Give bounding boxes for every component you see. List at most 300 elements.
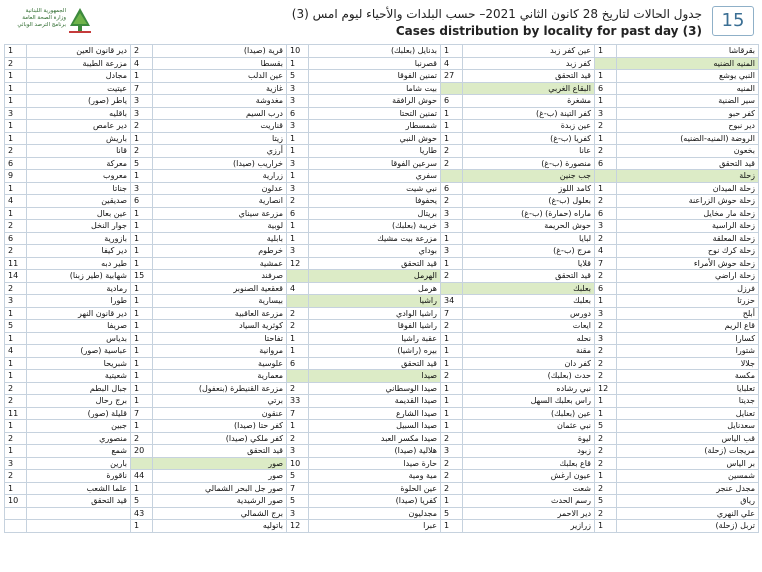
locality-cell: شمسين (617, 470, 759, 483)
case-count-cell: 1 (131, 245, 153, 258)
case-count-cell (287, 295, 309, 308)
region-header-cell: الهرمل (309, 270, 441, 283)
case-count-cell: 6 (287, 107, 309, 120)
case-count-cell: 12 (595, 382, 617, 395)
case-count-cell: 3 (441, 207, 463, 220)
locality-cell: مجدليون (309, 507, 441, 520)
table-row (5, 207, 759, 220)
locality-cell: زحلة الميدان (617, 182, 759, 195)
locality-cell: بيره (راشيا) (309, 345, 441, 358)
locality-cell: عين كفر زبد (463, 45, 595, 58)
locality-cell: خرطوم (153, 245, 287, 258)
case-count-cell: 2 (5, 145, 27, 158)
case-count-cell: 1 (131, 345, 153, 358)
locality-cell: حوش الرافقة (309, 95, 441, 108)
table-row (5, 132, 759, 145)
locality-cell: زحلة كرك نوح (617, 245, 759, 258)
case-count-cell: 6 (287, 207, 309, 220)
locality-cell: بدنايل (بعلبك) (309, 45, 441, 58)
locality-cell: علوسية (153, 357, 287, 370)
locality-cell: قناريت (153, 120, 287, 133)
case-count-cell: 1 (595, 95, 617, 108)
locality-cell: جوار النخل (27, 220, 131, 233)
case-count-cell: 4 (287, 282, 309, 295)
locality-cell: بعلول (ب-غ) (463, 195, 595, 208)
table-row (5, 57, 759, 70)
case-count-cell: 5 (131, 157, 153, 170)
case-count-cell: 3 (5, 107, 27, 120)
table-row (5, 182, 759, 195)
case-count-cell: 7 (131, 407, 153, 420)
locality-cell: صيدا الشارع (309, 407, 441, 420)
case-count-cell: 1 (287, 420, 309, 433)
case-count-cell: 1 (131, 332, 153, 345)
case-count-cell: 6 (287, 357, 309, 370)
locality-cell: قرية (صيدا) (153, 45, 287, 58)
locality-cell: ياطر (صور) (27, 95, 131, 108)
case-count-cell: 1 (287, 220, 309, 233)
locality-cell: مزرعة بيت مشيك (309, 232, 441, 245)
case-count-cell: 1 (5, 482, 27, 495)
case-count-cell: 1 (595, 182, 617, 195)
locality-cell: قيد التحقق (309, 357, 441, 370)
table-row (5, 270, 759, 283)
case-count-cell: 2 (595, 445, 617, 458)
locality-cell: نبي عثمان (463, 420, 595, 433)
locality-cell: النبي يوشع (617, 70, 759, 83)
logo-text (6, 8, 66, 29)
locality-cell: دير الاحمر (463, 507, 595, 520)
case-count-cell: 1 (595, 520, 617, 533)
locality-cell: غازية (153, 82, 287, 95)
case-count-cell: 3 (595, 220, 617, 233)
case-count-cell: 2 (5, 432, 27, 445)
locality-cell: لوبية (153, 220, 287, 233)
locality-cell: زحلة مار مخايل (617, 207, 759, 220)
locality-cell: دير قانون العين (27, 45, 131, 58)
locality-cell: حزرتا (617, 295, 759, 308)
locality-cell: كفر حتا (صيدا) (153, 420, 287, 433)
case-count-cell: 2 (595, 195, 617, 208)
locality-cell: باريش (27, 132, 131, 145)
case-count-cell: 1 (5, 45, 27, 58)
case-count-cell (441, 82, 463, 95)
locality-cell: شعت (463, 482, 595, 495)
table-row (5, 82, 759, 95)
case-count-cell: 12 (287, 257, 309, 270)
locality-cell: بدياس (27, 332, 131, 345)
table-row (5, 445, 759, 458)
locality-cell: بابلية (153, 232, 287, 245)
case-count-cell: 6 (441, 182, 463, 195)
locality-cell: زبود (463, 445, 595, 458)
locality-cell: نبي رشاده (463, 382, 595, 395)
case-count-cell: 5 (287, 70, 309, 83)
locality-cell: منصوري (27, 432, 131, 445)
locality-cell: عين زبدة (463, 120, 595, 133)
case-count-cell: 1 (5, 95, 27, 108)
region-header-cell: راشيا (309, 295, 441, 308)
locality-cell: عيتيت (27, 82, 131, 95)
case-count-cell: 5 (287, 495, 309, 508)
case-count-cell: 1 (5, 420, 27, 433)
case-count-cell: 1 (131, 70, 153, 83)
table-row (5, 495, 759, 508)
case-count-cell: 2 (287, 195, 309, 208)
table-row (5, 170, 759, 183)
case-count-cell: 9 (5, 170, 27, 183)
locality-cell: صيدا السبيل (309, 420, 441, 433)
case-count-cell: 1 (131, 420, 153, 433)
case-count-cell: 33 (287, 395, 309, 408)
locality-cell: رياق (617, 495, 759, 508)
locality-cell: صور (153, 470, 287, 483)
locality-cell: حوش النبي (309, 132, 441, 145)
case-count-cell (5, 507, 27, 520)
case-count-cell: 1 (441, 520, 463, 533)
locality-cell: معركة (27, 157, 131, 170)
locality-cell: مجدل عنجر (617, 482, 759, 495)
case-count-cell: 15 (131, 270, 153, 283)
locality-cell: دير نبوح (617, 120, 759, 133)
locality-cell: بيسارية (153, 295, 287, 308)
case-count-cell: 1 (441, 120, 463, 133)
locality-cell: زحلة المعلقة (617, 232, 759, 245)
case-count-cell (5, 520, 27, 533)
locality-cell: قاع الريم (617, 320, 759, 333)
case-count-cell: 2 (595, 507, 617, 520)
locality-cell: عقبة راشيا (309, 332, 441, 345)
locality-cell: المنيه (617, 82, 759, 95)
locality-cell: قصرنبا (309, 57, 441, 70)
locality-cell: معروب (27, 170, 131, 183)
locality-cell: تعلبايا (617, 382, 759, 395)
region-header-cell: المنيه الضنيه (617, 57, 759, 70)
case-count-cell: 2 (441, 370, 463, 383)
case-count-cell: 3 (287, 182, 309, 195)
locality-cell: أبلح (617, 307, 759, 320)
case-count-cell: 1 (131, 282, 153, 295)
case-count-cell: 10 (287, 45, 309, 58)
case-count-cell: 2 (287, 382, 309, 395)
case-count-cell: 3 (131, 182, 153, 195)
table-row (5, 357, 759, 370)
locality-cell: دير قانون النهر (27, 307, 131, 320)
locality-cell: عانا (463, 145, 595, 158)
case-count-cell: 1 (5, 207, 27, 220)
locality-cell: مية ومية (309, 470, 441, 483)
locality-cell: جناتا (27, 182, 131, 195)
case-count-cell (441, 282, 463, 295)
case-count-cell: 3 (131, 95, 153, 108)
case-count-cell: 2 (595, 457, 617, 470)
case-count-cell (287, 370, 309, 383)
locality-cell: جلالا (617, 357, 759, 370)
table-row (5, 295, 759, 308)
case-count-cell: 11 (5, 257, 27, 270)
table-row (5, 432, 759, 445)
locality-cell (27, 507, 131, 520)
table-row (5, 382, 759, 395)
case-count-cell: 3 (441, 445, 463, 458)
case-count-cell: 20 (131, 445, 153, 458)
locality-cell: صيدا مكسر العبد (309, 432, 441, 445)
case-count-cell: 2 (441, 457, 463, 470)
case-count-cell: 1 (131, 382, 153, 395)
locality-cell: بعلبك (463, 295, 595, 308)
case-count-cell: 6 (5, 157, 27, 170)
locality-cell: عبرا (309, 520, 441, 533)
case-count-cell: 3 (287, 95, 309, 108)
case-count-cell: 2 (5, 57, 27, 70)
case-count-cell: 3 (5, 295, 27, 308)
locality-cell: برج رحال (27, 395, 131, 408)
case-count-cell: 4 (131, 57, 153, 70)
case-count-cell: 1 (131, 307, 153, 320)
locality-cell: صديقين (27, 195, 131, 208)
locality-cell: انصارية (153, 195, 287, 208)
region-header-cell: بعلبك (463, 282, 595, 295)
page-number: 15 (712, 6, 754, 36)
case-count-cell: 1 (131, 395, 153, 408)
locality-cell: عين بعال (27, 207, 131, 220)
table-row (5, 232, 759, 245)
case-count-cell: 1 (5, 182, 27, 195)
locality-cell: بقسطا (153, 57, 287, 70)
locality-cell: سير الضنية (617, 95, 759, 108)
locality-cell: قعقعية الصنوبر (153, 282, 287, 295)
locality-cell: نبي شيت (309, 182, 441, 195)
case-count-cell: 1 (131, 357, 153, 370)
case-count-cell: 5 (287, 470, 309, 483)
locality-cell: جديتا (617, 395, 759, 408)
locality-cell: هرمل (309, 282, 441, 295)
case-count-cell: 2 (5, 470, 27, 483)
cases-table (4, 44, 759, 533)
table-row (5, 245, 759, 258)
case-count-cell: 7 (287, 407, 309, 420)
locality-cell: شمع (27, 445, 131, 458)
locality-cell: نحله (463, 332, 595, 345)
table-row (5, 420, 759, 433)
case-count-cell: 1 (131, 170, 153, 183)
locality-cell: قيد التحقق (463, 70, 595, 83)
locality-cell: شتورا (617, 345, 759, 358)
case-count-cell: 3 (595, 307, 617, 320)
case-count-cell: 1 (441, 357, 463, 370)
locality-cell: طورا (27, 295, 131, 308)
locality-cell: ليوة (463, 432, 595, 445)
locality-cell: قانا (27, 145, 131, 158)
case-count-cell: 1 (441, 345, 463, 358)
case-count-cell: 7 (131, 82, 153, 95)
table-row (5, 345, 759, 358)
case-count-cell: 1 (595, 395, 617, 408)
case-count-cell: 6 (131, 195, 153, 208)
table-row (5, 145, 759, 158)
table-row (5, 482, 759, 495)
case-count-cell: 1 (287, 145, 309, 158)
case-count-cell (287, 270, 309, 283)
locality-cell: علما الشعب (27, 482, 131, 495)
locality-cell: مرج (ب-غ) (463, 245, 595, 258)
case-count-cell: 1 (441, 495, 463, 508)
locality-cell: كفر حبو (617, 107, 759, 120)
locality-cell: علي النهري (617, 507, 759, 520)
locality-cell: كفر زبد (463, 57, 595, 70)
table-row (5, 157, 759, 170)
table-row (5, 307, 759, 320)
case-count-cell: 1 (595, 45, 617, 58)
case-count-cell: 3 (595, 332, 617, 345)
locality-cell: صور الرشيدية (153, 495, 287, 508)
case-count-cell: 1 (5, 307, 27, 320)
locality-cell: بازورية (27, 232, 131, 245)
locality-cell: صيدا الوسطاني (309, 382, 441, 395)
locality-cell: بخعون (617, 145, 759, 158)
locality-cell: زحلة اراضي (617, 270, 759, 283)
locality-cell: عمشية (153, 257, 287, 270)
locality-cell: دورس (463, 307, 595, 320)
case-count-cell: 7 (441, 307, 463, 320)
locality-cell: باقليه (27, 107, 131, 120)
case-count-cell: 2 (595, 357, 617, 370)
case-count-cell: 2 (441, 145, 463, 158)
locality-cell: ماراه (حمارة) (ب-غ) (463, 207, 595, 220)
case-count-cell: 2 (595, 270, 617, 283)
case-count-cell: 34 (441, 295, 463, 308)
locality-cell: دير كيفا (27, 245, 131, 258)
case-count-cell: 1 (5, 332, 27, 345)
region-header-cell: صور (153, 457, 287, 470)
locality-cell: عين الدلب (153, 70, 287, 83)
case-count-cell: 2 (131, 45, 153, 58)
locality-cell: كفر التينة (ب-غ) (463, 107, 595, 120)
locality-cell: رمادية (27, 282, 131, 295)
case-count-cell: 5 (595, 495, 617, 508)
locality-cell: شعيتية (27, 370, 131, 383)
case-count-cell: 1 (441, 132, 463, 145)
case-count-cell: 1 (441, 382, 463, 395)
table-row (5, 45, 759, 58)
case-count-cell: 1 (131, 207, 153, 220)
locality-cell: قيد التحقق (27, 495, 131, 508)
case-count-cell: 11 (5, 407, 27, 420)
locality-cell: حارة صيدا (309, 457, 441, 470)
locality-cell: برج الشمالي (153, 507, 287, 520)
case-count-cell: 1 (595, 295, 617, 308)
case-count-cell (441, 170, 463, 183)
case-count-cell: 3 (287, 157, 309, 170)
locality-cell: جبين (27, 420, 131, 433)
case-count-cell: 5 (5, 320, 27, 333)
locality-cell: برتي (153, 395, 287, 408)
case-count-cell: 3 (131, 107, 153, 120)
case-count-cell: 3 (441, 220, 463, 233)
locality-cell: هلالية (صيدا) (309, 445, 441, 458)
locality-cell: سفري (309, 170, 441, 183)
locality-cell: كفر دان (463, 357, 595, 370)
case-count-cell: 1 (595, 470, 617, 483)
case-count-cell: 6 (595, 82, 617, 95)
case-count-cell (131, 457, 153, 470)
locality-cell: راشيا الوادي (309, 307, 441, 320)
table-row (5, 107, 759, 120)
table-row (5, 370, 759, 383)
table-row (5, 407, 759, 420)
locality-cell: قليلة (صور) (27, 407, 131, 420)
case-count-cell: 3 (441, 245, 463, 258)
case-count-cell: 4 (595, 245, 617, 258)
table-row (5, 470, 759, 483)
locality-cell: كفريا (ب-غ) (463, 132, 595, 145)
locality-cell: كفر ملكي (صيدا) (153, 432, 287, 445)
case-count-cell: 1 (441, 257, 463, 270)
case-count-cell: 1 (131, 482, 153, 495)
case-count-cell: 1 (595, 407, 617, 420)
table-row (5, 195, 759, 208)
case-count-cell: 1 (287, 345, 309, 358)
locality-cell: طير دبه (27, 257, 131, 270)
case-count-cell: 1 (5, 70, 27, 83)
locality-cell: بر الياس (617, 457, 759, 470)
case-count-cell: 3 (287, 120, 309, 133)
case-count-cell: 2 (441, 482, 463, 495)
case-count-cell: 1 (5, 132, 27, 145)
locality-cell: مغدوشة (153, 95, 287, 108)
locality-cell: أرزي (153, 145, 287, 158)
locality-cell: قب الياس (617, 432, 759, 445)
case-count-cell: 1 (5, 82, 27, 95)
locality-cell: معمارية (153, 370, 287, 383)
case-count-cell (595, 170, 617, 183)
case-count-cell: 1 (441, 232, 463, 245)
locality-cell: مكسة (617, 370, 759, 383)
region-header-cell: صيدا (309, 370, 441, 383)
case-count-cell: 1 (131, 370, 153, 383)
case-count-cell: 2 (595, 432, 617, 445)
locality-cell: عيون ارغش (463, 470, 595, 483)
locality-cell: الروضة (المنيه-الضنيه) (617, 132, 759, 145)
case-count-cell: 27 (441, 70, 463, 83)
case-count-cell: 2 (441, 470, 463, 483)
case-count-cell: 1 (441, 332, 463, 345)
region-header-cell: البقاع الغربي (463, 82, 595, 95)
case-count-cell: 2 (5, 395, 27, 408)
locality-cell: بقرقاشا (617, 45, 759, 58)
locality-cell: راس بعلبك السهل (463, 395, 595, 408)
locality-cell: قيد التحقق (153, 445, 287, 458)
locality-cell: بارين (27, 457, 131, 470)
case-count-cell: 4 (441, 57, 463, 70)
case-count-cell: 43 (131, 507, 153, 520)
locality-cell: كفريا (صيدا) (309, 495, 441, 508)
locality-cell (27, 520, 131, 533)
locality-cell: يحفوفا (309, 195, 441, 208)
case-count-cell: 2 (5, 220, 27, 233)
locality-cell: باتوليه (153, 520, 287, 533)
locality-cell: زحلة حوش الزراعنة (617, 195, 759, 208)
table-row (5, 457, 759, 470)
case-count-cell: 3 (287, 445, 309, 458)
locality-cell: طاريا (309, 145, 441, 158)
locality-cell: حوش الحريمة (463, 220, 595, 233)
locality-cell: ناقورة (27, 470, 131, 483)
case-count-cell: 2 (595, 232, 617, 245)
case-count-cell: 1 (131, 295, 153, 308)
case-count-cell: 2 (5, 382, 27, 395)
locality-cell: مزرعة العاقبية (153, 307, 287, 320)
